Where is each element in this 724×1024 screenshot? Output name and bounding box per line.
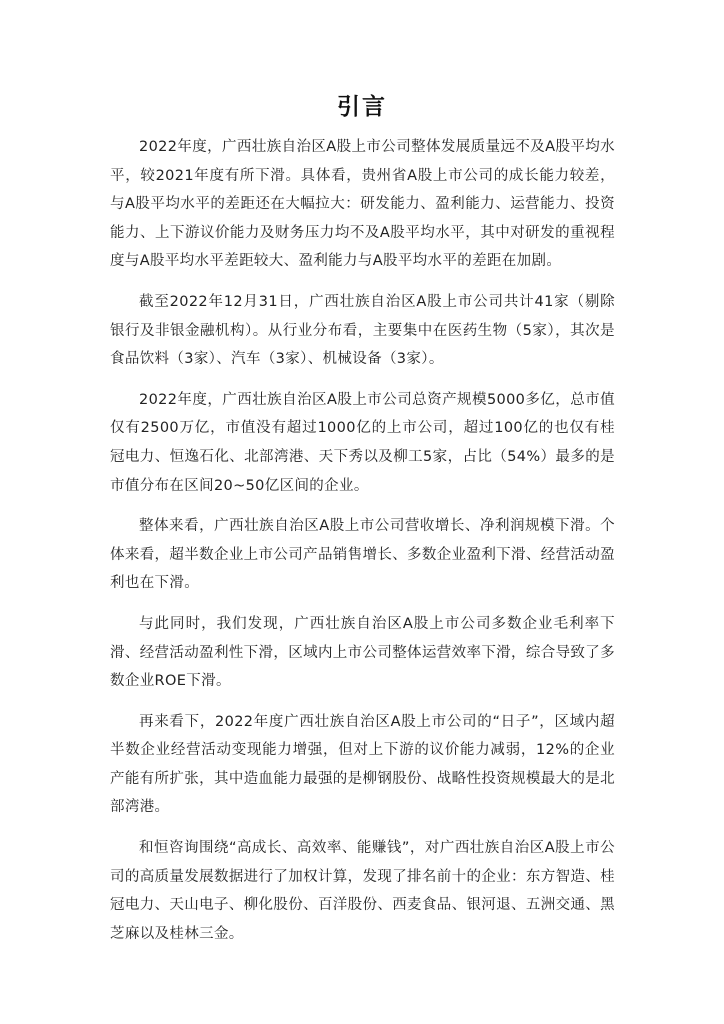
document-body — [110, 133, 615, 960]
page-title: 引言 — [337, 94, 387, 120]
paragraph-1: 2022年度，广西壮族自治区A股上市公司整体发展质量远不及A股平均水平，较2021年度有所下滑。具体看，贵州省A股上市公司的成长能力较差，与A股平均水平的差距还在大幅拉大：研发能力、盈利能力、运营能力、投资能力、上下游议价能力及财务压力均不及A股平均水平，其中对研发的重视程度与A股平均水平差距较大、盈利能力与A股平均水平的差距在加剧。 — [110, 139, 615, 270]
paragraph-2: 截至2022年12月31日，广西壮族自治区A股上市公司共计41家（剔除银行及非银金融机构）。从行业分布看，主要集中在医药生物（5家），其次是食品饮料（3家）、汽车（3家）、机械设备（3家）。 — [110, 293, 615, 368]
paragraph-7: 和恒咨询围绕“高成长、高效率、能赚钱”，对广西壮族自治区A股上市公司的高质量发展数据进行了加权计算，发现了排名前十的企业：东方智造、桂冠电力、天山电子、柳化股份、百洋股份、西麦食品、银河退、五洲交通、黑芝麻以及桂林三金。 — [110, 840, 615, 942]
paragraph-6: 再来看下，2022年度广西壮族自治区A股上市公司的“日子”，区域内超半数企业经营活动变现能力增强，但对上下游的议价能力减弱，12%的企业产能有所扩张，其中造血能力最强的是柳钢股份、战略性投资规模最大的是北部湾港。 — [110, 713, 615, 816]
paragraph-5: 与此同时，我们发现，广西壮族自治区A股上市公司多数企业毛利率下滑、经营活动盈利性下滑，区域内上市公司整体运营效率下滑，综合导致了多数企业ROE下滑。 — [110, 615, 615, 690]
paragraph-3: 2022年度，广西壮族自治区A股上市公司总资产规模5000多亿，总市值仅有2500万亿，市值没有超过1000亿的上市公司，超过100亿的也仅有桂冠电力、恒逸石化、北部湾港、天下秀以及柳工5家，占比（54%）最多的是市值分布在区间20~50亿区间的企业。 — [110, 391, 615, 494]
paragraph-4: 整体来看，广西壮族自治区A股上市公司营收增长、净利润规模下滑。个体来看，超半数企业上市公司产品销售增长、多数企业盈利下滑、经营活动盈利也在下滑。 — [110, 518, 615, 592]
